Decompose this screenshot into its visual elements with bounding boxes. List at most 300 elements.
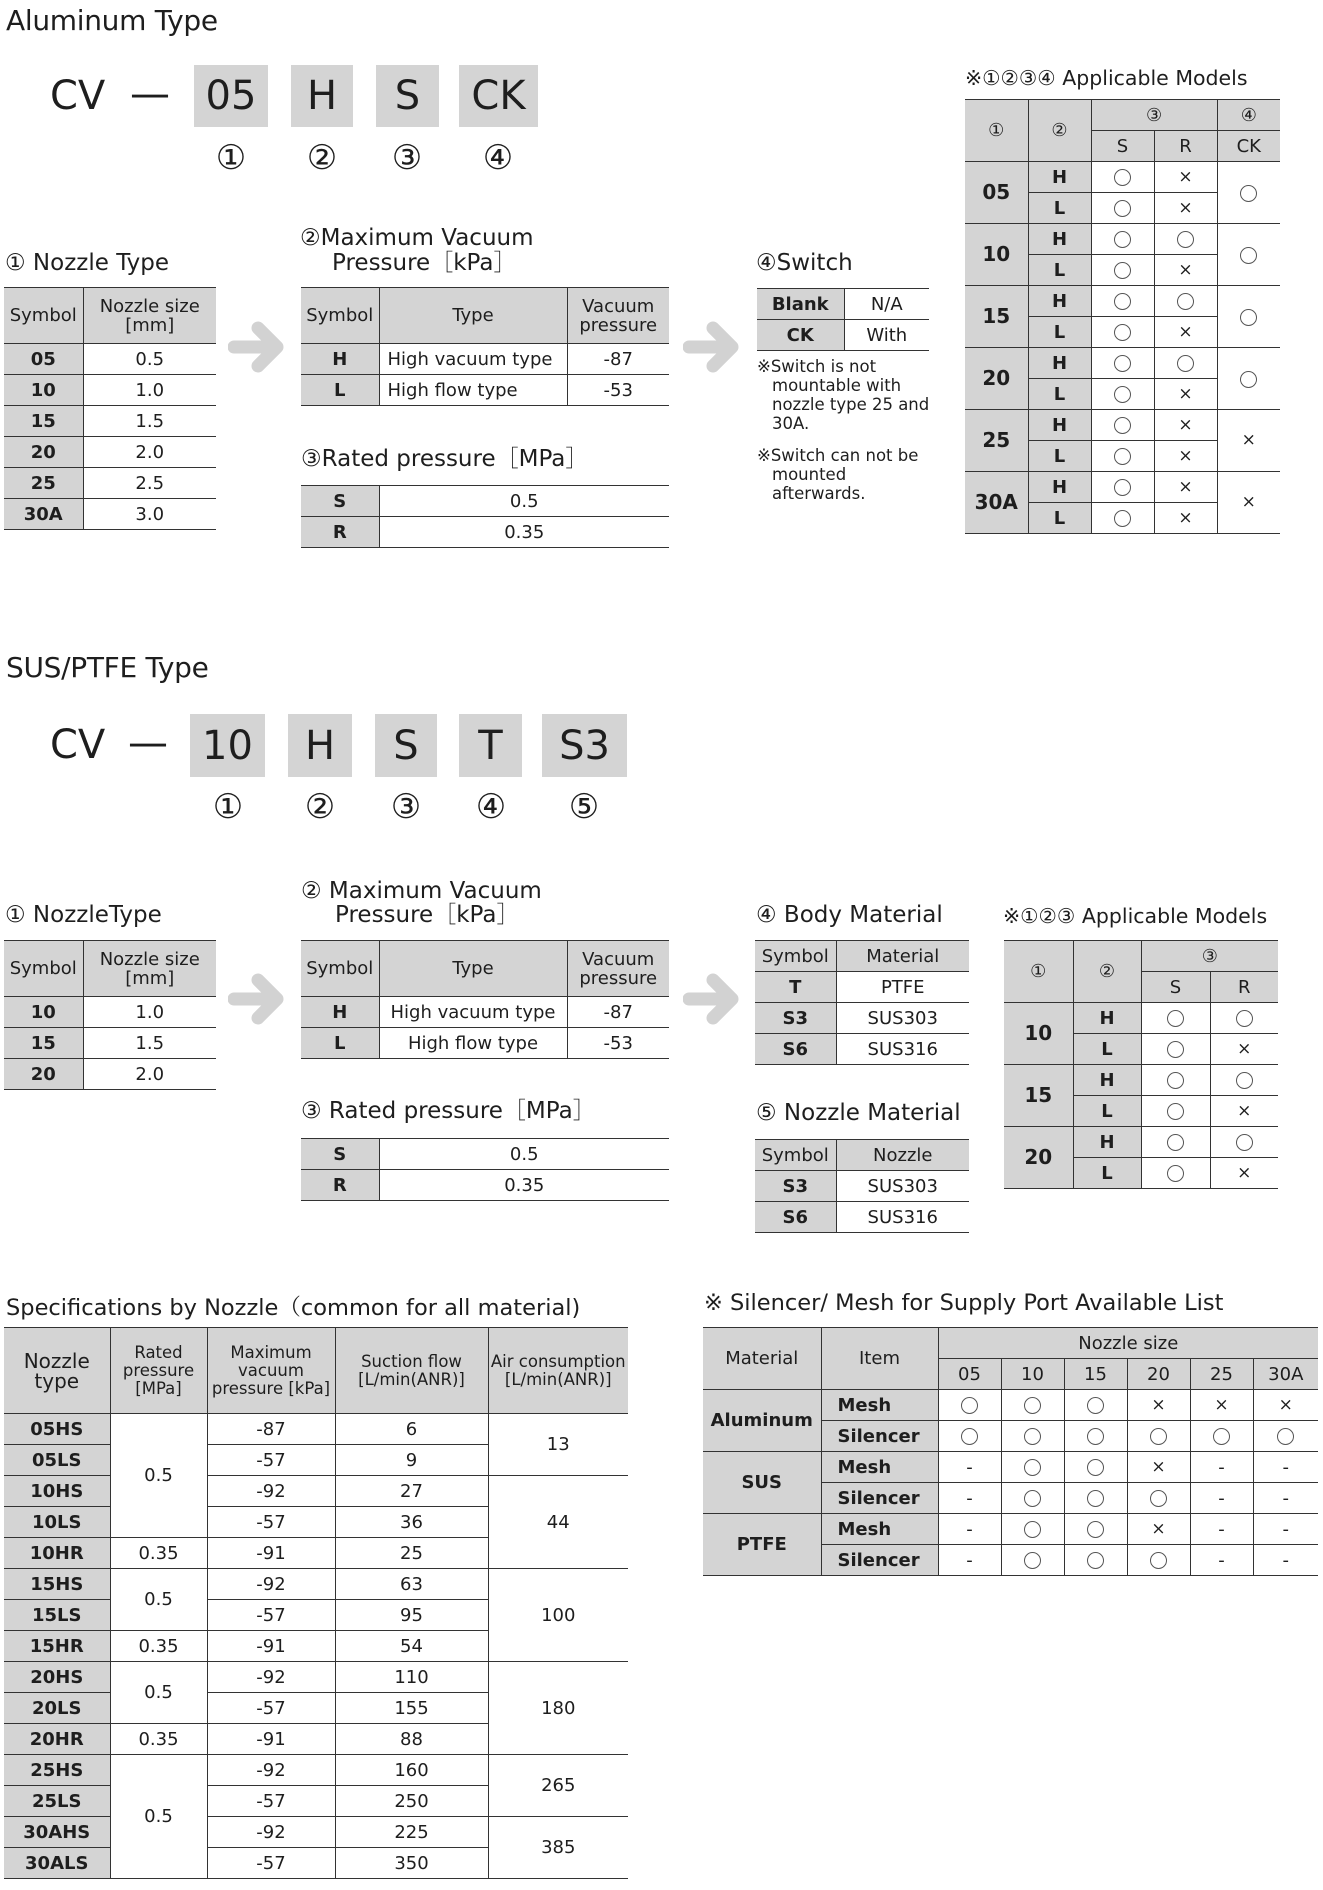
cell-vacuum: -57 xyxy=(207,1848,335,1879)
applicable-models-table xyxy=(1004,940,1278,1189)
cell-s xyxy=(1141,1003,1210,1034)
cell-vacuum: -57 xyxy=(207,1786,335,1817)
cell-symbol: R xyxy=(301,1170,379,1201)
nozzle-type-table xyxy=(4,287,216,530)
cell-ck xyxy=(1217,224,1280,286)
header-size: 10 xyxy=(1001,1359,1064,1390)
code-number-2: ② xyxy=(304,787,336,827)
cell-s xyxy=(1091,441,1154,472)
available-circle-icon xyxy=(1024,1459,1041,1476)
rated-pressure-table xyxy=(301,485,669,548)
available-circle-icon xyxy=(1177,293,1194,310)
cell-nozzle: 10 xyxy=(1004,1003,1073,1065)
cell-r xyxy=(1154,224,1217,255)
cell-value xyxy=(1064,1421,1127,1452)
available-circle-icon xyxy=(1177,355,1194,372)
arrow-right-icon xyxy=(683,318,743,376)
header-type: Type xyxy=(379,288,567,344)
cell-vacuum: L xyxy=(1028,379,1091,410)
available-circle-icon xyxy=(1114,231,1131,248)
cell-symbol: Blank xyxy=(757,289,844,320)
cell-size: 3.0 xyxy=(83,499,216,530)
cell-r: × xyxy=(1154,317,1217,348)
header-nozzle-size: Nozzle size xyxy=(938,1328,1318,1359)
cell-value: - xyxy=(938,1452,1001,1483)
header-material: Material xyxy=(836,941,969,972)
cell-suction: 155 xyxy=(335,1693,488,1724)
cell-suction: 6 xyxy=(335,1414,488,1445)
cell-material: SUS316 xyxy=(836,1034,969,1065)
code-box-nozzle: 10 xyxy=(190,714,265,777)
available-circle-icon xyxy=(1240,185,1257,202)
cell-ck xyxy=(1217,286,1280,348)
cell-value: With xyxy=(844,320,929,351)
cell-nozzle-type: 15LS xyxy=(4,1600,110,1631)
available-circle-icon xyxy=(1240,309,1257,326)
model-code-prefix: CV xyxy=(50,73,106,119)
available-circle-icon xyxy=(1114,293,1131,310)
cell-symbol: 10 xyxy=(4,375,83,406)
cell-vacuum: -91 xyxy=(207,1724,335,1755)
header-size: 20 xyxy=(1127,1359,1190,1390)
cell-air: 265 xyxy=(488,1755,628,1817)
header-size: 15 xyxy=(1064,1359,1127,1390)
header-symbol: Symbol xyxy=(4,941,83,997)
cell-symbol: S3 xyxy=(755,1171,836,1202)
available-circle-icon xyxy=(1167,1165,1184,1182)
header-rated-pressure: Rated pressure [MPa] xyxy=(110,1328,207,1414)
cell-s xyxy=(1091,286,1154,317)
cell-r: × xyxy=(1154,441,1217,472)
switch-table xyxy=(757,288,929,351)
sus-section-title: SUS/PTFE Type xyxy=(6,651,209,684)
available-circle-icon xyxy=(1087,1459,1104,1476)
available-circle-icon xyxy=(1213,1428,1230,1445)
cell-suction: 27 xyxy=(335,1476,488,1507)
available-circle-icon xyxy=(1087,1521,1104,1538)
cell-value: - xyxy=(938,1545,1001,1576)
cell-nozzle: SUS316 xyxy=(836,1202,969,1233)
header-switch: ④ xyxy=(1217,100,1280,131)
available-circle-icon xyxy=(1114,355,1131,372)
cell-symbol: S3 xyxy=(755,1003,836,1034)
cell-vacuum: H xyxy=(1073,1127,1141,1158)
cell-value: × xyxy=(1127,1390,1190,1421)
available-circle-icon xyxy=(961,1397,978,1414)
model-code-prefix: CV xyxy=(50,722,106,768)
cell-s xyxy=(1091,348,1154,379)
available-circle-icon xyxy=(1177,231,1194,248)
header-size: 25 xyxy=(1190,1359,1253,1390)
cell-value xyxy=(1001,1483,1064,1514)
header-symbol: Symbol xyxy=(4,288,83,344)
header-pressure: ③ xyxy=(1091,100,1217,131)
code-box-switch: CK xyxy=(459,65,538,127)
arrow-right-icon xyxy=(683,970,743,1028)
cell-nozzle: 15 xyxy=(1004,1065,1073,1127)
cell-s xyxy=(1141,1158,1210,1189)
cell-value xyxy=(1064,1483,1127,1514)
cell-value xyxy=(1064,1452,1127,1483)
switch-title: ④Switch xyxy=(756,250,853,276)
cell-air: 44 xyxy=(488,1476,628,1569)
code-box-pressure: S xyxy=(375,714,437,777)
available-circle-icon xyxy=(1114,510,1131,527)
cell-nozzle: 30A xyxy=(965,472,1028,534)
code-number-3: ③ xyxy=(390,787,422,827)
cell-value: × xyxy=(1190,1390,1253,1421)
header-vacuum-pressure: Vacuum pressure xyxy=(567,288,669,344)
cell-s xyxy=(1141,1096,1210,1127)
cell-r: × xyxy=(1154,255,1217,286)
cell-value: - xyxy=(1253,1483,1318,1514)
cell-size: 1.0 xyxy=(83,997,216,1028)
nozzle-material-title: ⑤ Nozzle Material xyxy=(756,1100,961,1126)
code-number-4: ④ xyxy=(475,787,507,827)
cell-s xyxy=(1091,472,1154,503)
header-s: S xyxy=(1091,131,1154,162)
max-vacuum-title-line2: Pressure［kPa］ xyxy=(335,902,520,928)
cell-r: × xyxy=(1154,472,1217,503)
cell-material: PTFE xyxy=(836,972,969,1003)
nozzle-material-table xyxy=(755,1139,969,1233)
header-vacuum-pressure: Vacuum pressure xyxy=(567,941,669,997)
available-circle-icon xyxy=(1087,1552,1104,1569)
cell-rated: 0.35 xyxy=(110,1538,207,1569)
cell-vacuum: -53 xyxy=(567,375,669,406)
available-circle-icon xyxy=(1087,1490,1104,1507)
cell-vacuum: -92 xyxy=(207,1476,335,1507)
cell-type: High flow type xyxy=(379,375,567,406)
cell-nozzle: 05 xyxy=(965,162,1028,224)
header-symbol: Symbol xyxy=(301,288,379,344)
cell-ck xyxy=(1217,348,1280,410)
cell-size: 1.0 xyxy=(83,375,216,406)
cell-material: SUS303 xyxy=(836,1003,969,1034)
cell-symbol: L xyxy=(301,375,379,406)
cell-symbol: H xyxy=(301,344,379,375)
available-circle-icon xyxy=(1024,1428,1041,1445)
nozzle-type-title: ① Nozzle Type xyxy=(5,250,170,276)
available-circle-icon xyxy=(1114,417,1131,434)
specs-title: Specifications by Nozzle（common for all material) xyxy=(6,1295,581,1321)
aluminum-section-title: Aluminum Type xyxy=(6,4,218,37)
cell-vacuum: L xyxy=(1028,193,1091,224)
cell-item: Silencer xyxy=(821,1421,938,1452)
cell-s xyxy=(1141,1034,1210,1065)
cell-vacuum: -92 xyxy=(207,1817,335,1848)
cell-nozzle: SUS303 xyxy=(836,1171,969,1202)
available-circle-icon xyxy=(1114,386,1131,403)
available-circle-icon xyxy=(1114,200,1131,217)
cell-value xyxy=(1001,1390,1064,1421)
cell-r xyxy=(1210,1065,1278,1096)
nozzle-type-title: ① NozzleType xyxy=(5,902,162,928)
cell-item: Silencer xyxy=(821,1483,938,1514)
cell-value: - xyxy=(1190,1514,1253,1545)
cell-r: × xyxy=(1210,1034,1278,1065)
cell-suction: 110 xyxy=(335,1662,488,1693)
code-number-1: ① xyxy=(212,787,244,827)
cell-material: PTFE xyxy=(703,1514,821,1576)
cell-value xyxy=(938,1421,1001,1452)
cell-value: × xyxy=(1127,1514,1190,1545)
max-vacuum-table xyxy=(301,287,669,406)
code-number-5: ⑤ xyxy=(568,787,600,827)
cell-value: - xyxy=(938,1483,1001,1514)
cell-material: SUS xyxy=(703,1452,821,1514)
cell-r xyxy=(1210,1127,1278,1158)
available-circle-icon xyxy=(1024,1552,1041,1569)
header-nozzle: Nozzle xyxy=(836,1140,969,1171)
cell-suction: 63 xyxy=(335,1569,488,1600)
code-box-vacuum: H xyxy=(288,714,352,777)
cell-r: × xyxy=(1154,410,1217,441)
cell-air: 180 xyxy=(488,1662,628,1755)
max-vacuum-title-line1: ② Maximum Vacuum xyxy=(301,878,542,904)
cell-nozzle: 15 xyxy=(965,286,1028,348)
cell-nozzle-type: 05HS xyxy=(4,1414,110,1445)
cell-nozzle: 20 xyxy=(965,348,1028,410)
cell-material: Aluminum xyxy=(703,1390,821,1452)
applicable-models-title: ※①②③ Applicable Models xyxy=(1003,904,1268,928)
header-material: Material xyxy=(703,1328,821,1390)
cell-value xyxy=(1001,1514,1064,1545)
cell-suction: 350 xyxy=(335,1848,488,1879)
model-code-dash: — xyxy=(130,71,170,117)
cell-value: × xyxy=(1127,1452,1190,1483)
cell-nozzle-type: 10LS xyxy=(4,1507,110,1538)
available-circle-icon xyxy=(1114,448,1131,465)
cell-value: 0.35 xyxy=(379,517,669,548)
header-nozzle-size: Nozzle size [mm] xyxy=(83,941,216,997)
cell-value: 0.5 xyxy=(379,486,669,517)
available-circle-icon xyxy=(1240,247,1257,264)
cell-symbol: S xyxy=(301,486,379,517)
cell-vacuum: H xyxy=(1028,162,1091,193)
cell-vacuum: -92 xyxy=(207,1755,335,1786)
cell-suction: 9 xyxy=(335,1445,488,1476)
cell-r xyxy=(1154,348,1217,379)
cell-s xyxy=(1091,224,1154,255)
cell-type: High flow type xyxy=(379,1028,567,1059)
cell-r: × xyxy=(1154,503,1217,534)
cell-nozzle: 20 xyxy=(1004,1127,1073,1189)
cell-vacuum: H xyxy=(1028,224,1091,255)
cell-rated: 0.35 xyxy=(110,1724,207,1755)
header-r: R xyxy=(1154,131,1217,162)
max-vacuum-title-line1: ②Maximum Vacuum xyxy=(300,225,534,251)
rated-pressure-table xyxy=(301,1138,669,1201)
header-size: 30A xyxy=(1253,1359,1318,1390)
cell-symbol: T xyxy=(755,972,836,1003)
cell-item: Mesh xyxy=(821,1452,938,1483)
cell-value xyxy=(938,1390,1001,1421)
cell-rated: 0.5 xyxy=(110,1755,207,1879)
cell-symbol: 15 xyxy=(4,406,83,437)
cell-value: - xyxy=(1253,1545,1318,1576)
cell-symbol: R xyxy=(301,517,379,548)
header-nozzle-type: Nozzle type xyxy=(4,1328,110,1414)
cell-vacuum: -57 xyxy=(207,1600,335,1631)
cell-vacuum: L xyxy=(1028,255,1091,286)
header-symbol: Symbol xyxy=(301,941,379,997)
cell-vacuum: -87 xyxy=(567,997,669,1028)
cell-symbol: 20 xyxy=(4,437,83,468)
body-material-table xyxy=(755,940,969,1065)
cell-symbol: 30A xyxy=(4,499,83,530)
header-vacuum: ② xyxy=(1028,100,1091,162)
cell-ck: × xyxy=(1217,410,1280,472)
cell-s xyxy=(1141,1065,1210,1096)
cell-vacuum: -91 xyxy=(207,1538,335,1569)
available-circle-icon xyxy=(1150,1552,1167,1569)
cell-symbol: S xyxy=(301,1139,379,1170)
nozzle-type-table xyxy=(4,940,216,1090)
cell-value xyxy=(1127,1545,1190,1576)
applicable-models-table xyxy=(965,99,1280,534)
available-circle-icon xyxy=(1167,1041,1184,1058)
cell-suction: 88 xyxy=(335,1724,488,1755)
cell-nozzle-type: 30AHS xyxy=(4,1817,110,1848)
cell-size: 0.5 xyxy=(83,344,216,375)
available-circle-icon xyxy=(1167,1010,1184,1027)
specs-table xyxy=(4,1327,628,1879)
cell-symbol: CK xyxy=(757,320,844,351)
cell-value: - xyxy=(1190,1452,1253,1483)
cell-vacuum: -57 xyxy=(207,1445,335,1476)
cell-s xyxy=(1091,255,1154,286)
cell-vacuum: -92 xyxy=(207,1662,335,1693)
cell-s xyxy=(1091,379,1154,410)
available-circle-icon xyxy=(1236,1010,1253,1027)
available-circle-icon xyxy=(1167,1072,1184,1089)
cell-ck xyxy=(1217,162,1280,224)
cell-symbol: 25 xyxy=(4,468,83,499)
cell-value: 0.35 xyxy=(379,1170,669,1201)
cell-s xyxy=(1091,193,1154,224)
cell-vacuum: -57 xyxy=(207,1507,335,1538)
available-circle-icon xyxy=(1114,324,1131,341)
cell-vacuum: -53 xyxy=(567,1028,669,1059)
header-vacuum: ② xyxy=(1073,941,1141,1003)
cell-suction: 160 xyxy=(335,1755,488,1786)
available-circle-icon xyxy=(1150,1428,1167,1445)
max-vacuum-title-line2: Pressure［kPa］ xyxy=(332,250,517,276)
cell-nozzle: 10 xyxy=(965,224,1028,286)
cell-value: N/A xyxy=(844,289,929,320)
applicable-models-title: ※①②③④ Applicable Models xyxy=(965,66,1248,90)
cell-suction: 54 xyxy=(335,1631,488,1662)
cell-symbol: 10 xyxy=(4,997,83,1028)
cell-nozzle-type: 20LS xyxy=(4,1693,110,1724)
cell-nozzle-type: 05LS xyxy=(4,1445,110,1476)
available-circle-icon xyxy=(1024,1397,1041,1414)
header-s: S xyxy=(1141,972,1210,1003)
cell-rated: 0.5 xyxy=(110,1569,207,1631)
cell-value xyxy=(1001,1421,1064,1452)
cell-suction: 250 xyxy=(335,1786,488,1817)
silencer-table xyxy=(703,1327,1318,1576)
available-circle-icon xyxy=(1024,1490,1041,1507)
cell-size: 2.0 xyxy=(83,1059,216,1090)
cell-r: × xyxy=(1210,1096,1278,1127)
cell-value xyxy=(1253,1421,1318,1452)
cell-vacuum: L xyxy=(1028,503,1091,534)
cell-item: Mesh xyxy=(821,1514,938,1545)
cell-ck: × xyxy=(1217,472,1280,534)
cell-value xyxy=(1127,1483,1190,1514)
available-circle-icon xyxy=(1167,1134,1184,1151)
cell-symbol: S6 xyxy=(755,1034,836,1065)
cell-nozzle-type: 15HS xyxy=(4,1569,110,1600)
header-max-vacuum: Maximum vacuum pressure [kPa] xyxy=(207,1328,335,1414)
available-circle-icon xyxy=(1150,1490,1167,1507)
cell-suction: 36 xyxy=(335,1507,488,1538)
cell-nozzle-type: 25HS xyxy=(4,1755,110,1786)
cell-vacuum: H xyxy=(1028,286,1091,317)
silencer-title: ※ Silencer/ Mesh for Supply Port Available List xyxy=(704,1290,1224,1316)
cell-vacuum: L xyxy=(1073,1034,1141,1065)
cell-item: Silencer xyxy=(821,1545,938,1576)
rated-pressure-title: ③ Rated pressure［MPa］ xyxy=(301,1098,596,1124)
available-circle-icon xyxy=(961,1428,978,1445)
cell-nozzle-type: 10HR xyxy=(4,1538,110,1569)
cell-value: × xyxy=(1253,1390,1318,1421)
max-vacuum-table xyxy=(301,940,669,1059)
available-circle-icon xyxy=(1114,479,1131,496)
available-circle-icon xyxy=(1087,1397,1104,1414)
cell-vacuum: -87 xyxy=(567,344,669,375)
cell-r xyxy=(1154,286,1217,317)
header-symbol: Symbol xyxy=(755,1140,836,1171)
cell-value: 0.5 xyxy=(379,1139,669,1170)
code-number-3: ③ xyxy=(391,138,423,178)
cell-nozzle-type: 25LS xyxy=(4,1786,110,1817)
cell-r: × xyxy=(1154,193,1217,224)
cell-s xyxy=(1141,1127,1210,1158)
cell-type: High vacuum type xyxy=(379,344,567,375)
cell-value: - xyxy=(938,1514,1001,1545)
switch-note-2: ※Switch can not be mounted afterwards. xyxy=(757,446,919,503)
cell-item: Mesh xyxy=(821,1390,938,1421)
cell-air: 385 xyxy=(488,1817,628,1879)
cell-r: × xyxy=(1154,162,1217,193)
cell-vacuum: -91 xyxy=(207,1631,335,1662)
cell-vacuum: -92 xyxy=(207,1569,335,1600)
available-circle-icon xyxy=(1240,371,1257,388)
cell-nozzle-type: 15HR xyxy=(4,1631,110,1662)
cell-nozzle-type: 20HR xyxy=(4,1724,110,1755)
cell-value: - xyxy=(1190,1483,1253,1514)
cell-value xyxy=(1127,1421,1190,1452)
model-code-dash: — xyxy=(128,720,168,766)
cell-air: 100 xyxy=(488,1569,628,1662)
cell-vacuum: L xyxy=(1073,1096,1141,1127)
cell-value xyxy=(1064,1514,1127,1545)
cell-value: - xyxy=(1190,1545,1253,1576)
available-circle-icon xyxy=(1236,1134,1253,1151)
header-nozzle: ① xyxy=(965,100,1028,162)
available-circle-icon xyxy=(1167,1103,1184,1120)
cell-rated: 0.35 xyxy=(110,1631,207,1662)
cell-suction: 25 xyxy=(335,1538,488,1569)
header-item: Item xyxy=(821,1328,938,1390)
available-circle-icon xyxy=(1236,1072,1253,1089)
cell-symbol: S6 xyxy=(755,1202,836,1233)
code-number-4: ④ xyxy=(482,138,514,178)
cell-vacuum: H xyxy=(1028,472,1091,503)
